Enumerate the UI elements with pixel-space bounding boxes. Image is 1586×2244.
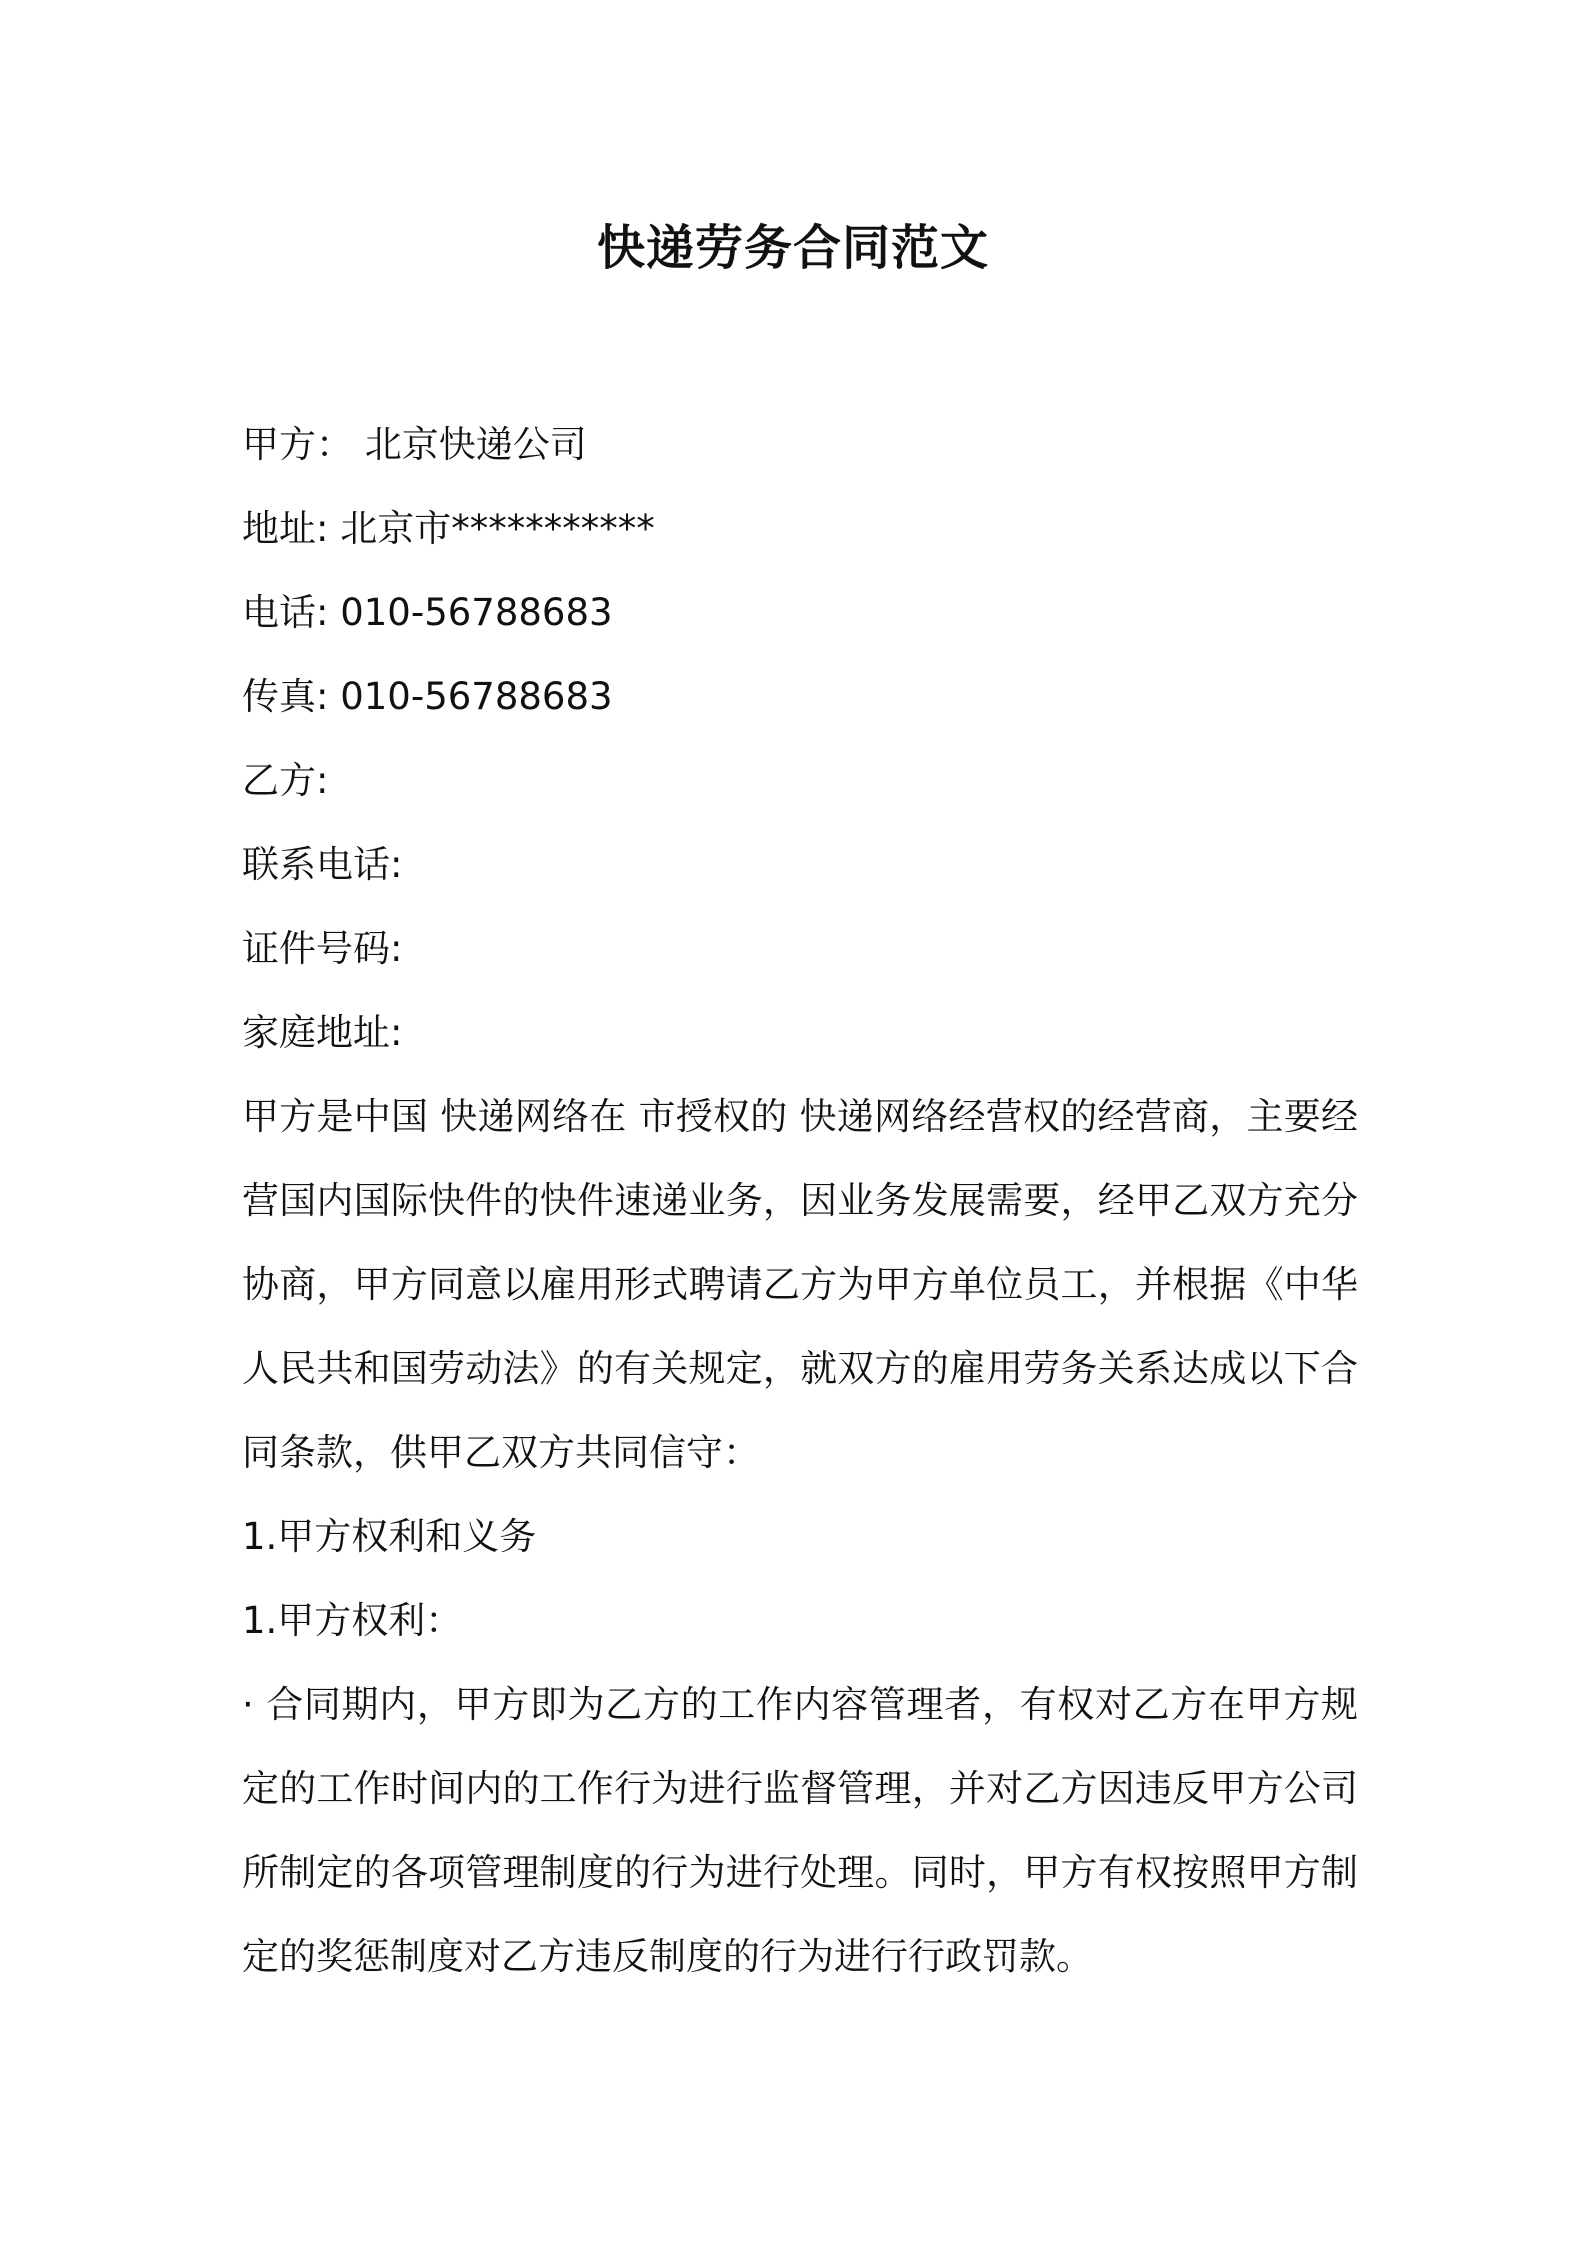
party-a-fax: 传真: 010-56788683 (242, 675, 613, 718)
document-title: 快递劳务合同范文 (596, 220, 989, 276)
party-a-phone: 电话: 010-56788683 (242, 591, 613, 634)
party-a-address: 地址: 北京市*********** (242, 507, 655, 550)
party-b-home-address: 家庭地址: (242, 1011, 403, 1054)
party-a-name: 甲方： 北京快递公司 (242, 423, 587, 466)
party-b-phone: 联系电话: (242, 843, 403, 886)
section-1-1-heading: 1.甲方权利： (242, 1599, 463, 1642)
party-b-name: 乙方: (242, 759, 329, 802)
party-b-id-number: 证件号码: (242, 927, 403, 970)
section-1-1-item-1: · 合同期内，甲方即为乙方的工作内容管理者，有权对乙方在甲方规定的工作时间内的工作行为进行监督管理，并对乙方因违反甲方公司所制定的各项管理制度的行为进行处理。同时，甲方有权按照甲方制定的奖惩制度对乙方违反制度的行为进行行政罚款。 (242, 1683, 1358, 1978)
contract-body (242, 403, 1358, 1999)
intro-paragraph: 甲方是中国 快递网络在 市授权的 快递网络经营权的经营商，主要经营国内国际快件的快件速递业务，因业务发展需要，经甲乙双方充分协商，甲方同意以雇用形式聘请乙方为甲方单位员工，并根据《中华人民共和国劳动法》的有关规定，就双方的雇用劳务关系达成以下合同条款，供甲乙双方共同信守： (242, 1095, 1358, 1474)
section-1-heading: 1.甲方权利和义务 (242, 1515, 537, 1558)
